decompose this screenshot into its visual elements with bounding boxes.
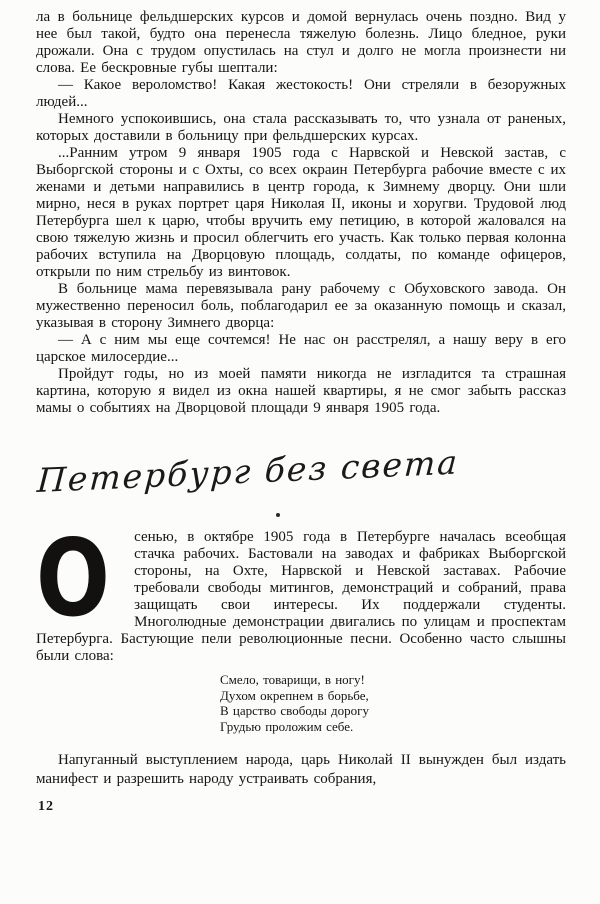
paragraph-dialogue: — Какое вероломство! Какая жестокость! Они стреляли в безоружных людей...: [36, 77, 566, 110]
paragraph: ...Ранним утром 9 января 1905 года с Нарвской и Невской застав, с Выборгской стороны и с Охты, со всех окраин Петербурга рабочие вместе с их женами и детьми направились в центр города, к Зимнему дворцу. Они шли мирно, неся в руках портрет царя Николая II, иконы и хоругви. Трудовой люд Петербурга шел к царю, чтобы вручить ему петицию, в которой жаловался на свою тяжелую жизнь и просил облегчить его участь. Как только первая колонна рабочих вступила на Дворцовую площадь, солдаты, по команде офицеров, открыли по ним стрельбу из винтовок.: [36, 145, 566, 280]
paragraph: Пройдут годы, но из моей памяти никогда не изгладится та страшная картина, которую я видел из окна нашей квартиры, я не смог забыть рассказ мамы о событиях на Дворцовой площади 9 января 1905 года.: [36, 366, 566, 416]
verse-line: Смело, товарищи, в ногу!: [220, 672, 365, 687]
verse-line: Грудью проложим себе.: [220, 718, 354, 734]
paragraph: Немного успокоившись, она стала рассказывать то, что узнала от раненых, которых доставили в больницу при фельдшерских курсах.: [36, 111, 566, 144]
ink-dot: [276, 513, 280, 517]
closing-paragraph: Напуганный выступлением народа, царь Николай II вынужден был издать манифест и разрешить народу устраивать собрания,: [36, 752, 566, 787]
chapter-section: [36, 442, 566, 789]
chapter-heading-area: [36, 442, 566, 519]
paragraph: В больнице мама перевязывала рану рабочему с Обуховского завода. Он мужественно переносил боль, поблагодарил ее за оказанную помощь и сказал, указывая в сторону Зимнего дворца:: [36, 281, 566, 331]
drop-cap-letter: О: [36, 517, 107, 640]
page-content: [36, 9, 566, 789]
paragraph-dialogue: — А с ним мы еще сочтемся! Не нас он расстрелял, а нашу веру в его царское милосердие...: [36, 332, 566, 365]
page-number: 12: [38, 799, 54, 814]
verse-line: В царство свободы дорогу: [220, 703, 370, 718]
verse-line: Духом окрепнем в борьбе,: [220, 687, 369, 703]
paragraph: ла в больнице фельдшерских курсов и домой вернулась очень поздно. Вид у нее был такой, будто она перенесла тяжелую болезнь. Лицо бледное, руки дрожали. Она с трудом опустилась на стул и долго не могла произнести ни слова. Ее бескровные губы шептали:: [36, 9, 566, 76]
lead-paragraph: [36, 517, 566, 665]
lead-paragraph-text: сенью, в октябре 1905 года в Петербурге началась всеобщая стачка рабочих. Бастовали на заводах и фабриках Выборгской стороны, на Охте, Нарвской и Невской заставах. Рабочие требовали свободы митингов, демонстраций и собраний, права защищать свои интересы. Их поддержали студенты. Многолюдные демонстрации двигались по улицам и проспектам Петербурга. Бастующие пели революционные песни. Особенно часто слышны были слова:: [36, 529, 566, 664]
song-verse: [220, 672, 566, 734]
handwritten-chapter-title: Петербург без света: [36, 442, 461, 500]
